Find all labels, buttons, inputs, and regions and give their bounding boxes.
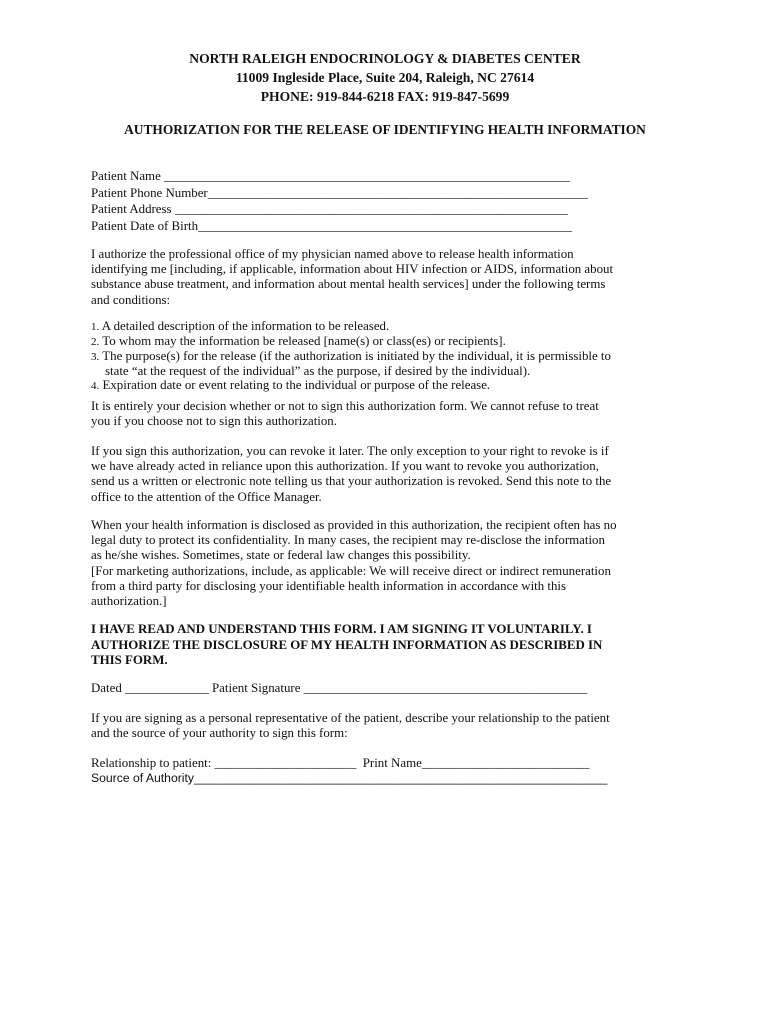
statement-line: I HAVE READ AND UNDERSTAND THIS FORM. I AM SIGNING IT VOLUNTARILY. I: [91, 622, 592, 636]
paragraph-line: It is entirely your decision whether or not to sign this authorization form. We cannot refuse to treat: [91, 399, 599, 413]
decision-paragraph: [91, 399, 671, 429]
paragraph-line: If you sign this authorization, you can revoke it later. The only exception to your right to revoke is if: [91, 444, 609, 458]
letterhead: [0, 49, 770, 106]
paragraph-line: office to the attention of the Office Manager.: [91, 489, 322, 504]
paragraph-line: identifying me [including, if applicable, information about HIV infection or AIDS, information about: [91, 262, 614, 277]
condition-number: 4.: [91, 380, 100, 392]
source-of-authority-field[interactable]: Source of Authority_____________________________________________________________: [91, 771, 608, 785]
authorize-paragraph: [91, 247, 671, 308]
paragraph-line: from a third party for disclosing your identifiable health information in accordance with this: [91, 578, 567, 593]
relationship-printname-field[interactable]: Relationship to patient: ______________________ Print Name__________________________: [91, 756, 590, 770]
condition-text: Expiration date or event relating to the individual or purpose of the release.: [102, 378, 491, 392]
condition-number: 1.: [91, 321, 100, 333]
patient-dob-field[interactable]: Patient Date of Birth__________________________________________________________: [91, 218, 572, 233]
date-signature-field[interactable]: Dated _____________ Patient Signature ____________________________________________: [91, 681, 588, 695]
condition-item: [91, 334, 671, 349]
patient-fields: [91, 168, 671, 234]
paragraph-line: you if you choose not to sign this authorization.: [91, 414, 337, 429]
statement-line: AUTHORIZE THE DISCLOSURE OF MY HEALTH INFORMATION AS DESCRIBED IN: [91, 637, 603, 652]
paragraph-line: When your health information is disclosed as provided in this authorization, the recipient often has no: [91, 518, 617, 532]
paragraph-line: I authorize the professional office of my physician named above to release health information: [91, 247, 574, 261]
paragraph-line: If you are signing as a personal representative of the patient, describe your relationship to the patient: [91, 711, 610, 725]
patient-phone-field[interactable]: Patient Phone Number___________________________________________________________: [91, 185, 588, 200]
condition-text: To whom may the information be released [name(s) or class(es) or recipients].: [102, 334, 506, 348]
org-name: NORTH RALEIGH ENDOCRINOLOGY & DIABETES CENTER: [189, 51, 581, 66]
paragraph-line: we have already acted in reliance upon this authorization. If you want to revoke you authorization,: [91, 459, 599, 474]
paragraph-line: and conditions:: [91, 292, 171, 307]
condition-text: The purpose(s) for the release (if the authorization is initiated by the individual, it is permissible to: [102, 349, 611, 363]
condition-continuation: state “at the request of the individual” as the purpose, if desired by the individual).: [105, 364, 531, 378]
statement-line: THIS FORM.: [91, 653, 168, 667]
condition-number: 2.: [91, 336, 100, 348]
patient-name-field[interactable]: Patient Name _______________________________________________________________: [91, 169, 571, 183]
condition-item: [91, 319, 671, 334]
org-address: 11009 Ingleside Place, Suite 204, Raleigh, NC 27614: [235, 70, 535, 85]
revoke-paragraph: [91, 444, 671, 505]
condition-item: [91, 349, 671, 364]
paragraph-line: substance abuse treatment, and information about mental health services] under the following terms: [91, 277, 606, 292]
condition-text: A detailed description of the information to be released.: [101, 319, 390, 333]
paragraph-line: and the source of your authority to sign this form:: [91, 726, 348, 741]
paragraph-line: legal duty to protect its confidentiality. In many cases, the recipient may re-disclose the information: [91, 533, 605, 548]
form-title: AUTHORIZATION FOR THE RELEASE OF IDENTIFYING HEALTH INFORMATION: [124, 122, 646, 137]
representative-paragraph: [91, 711, 671, 741]
condition-item: [91, 378, 671, 393]
paragraph-line: [For marketing authorizations, include, as applicable: We will receive direct or indirect remuneration: [91, 563, 611, 578]
paragraph-line: authorization.]: [91, 594, 167, 609]
disclosure-paragraph: [91, 518, 671, 609]
paragraph-line: send us a written or electronic note telling us that your authorization is revoked. Send this note to the: [91, 474, 612, 489]
conditions-list: [91, 319, 671, 393]
consent-statement: [91, 622, 671, 669]
org-contact: PHONE: 919-844-6218 FAX: 919-847-5699: [260, 89, 510, 104]
condition-number: 3.: [91, 351, 100, 363]
patient-address-field[interactable]: Patient Address _____________________________________________________________: [91, 202, 568, 216]
paragraph-line: as he/she wishes. Sometimes, state or federal law changes this possibility.: [91, 548, 471, 563]
